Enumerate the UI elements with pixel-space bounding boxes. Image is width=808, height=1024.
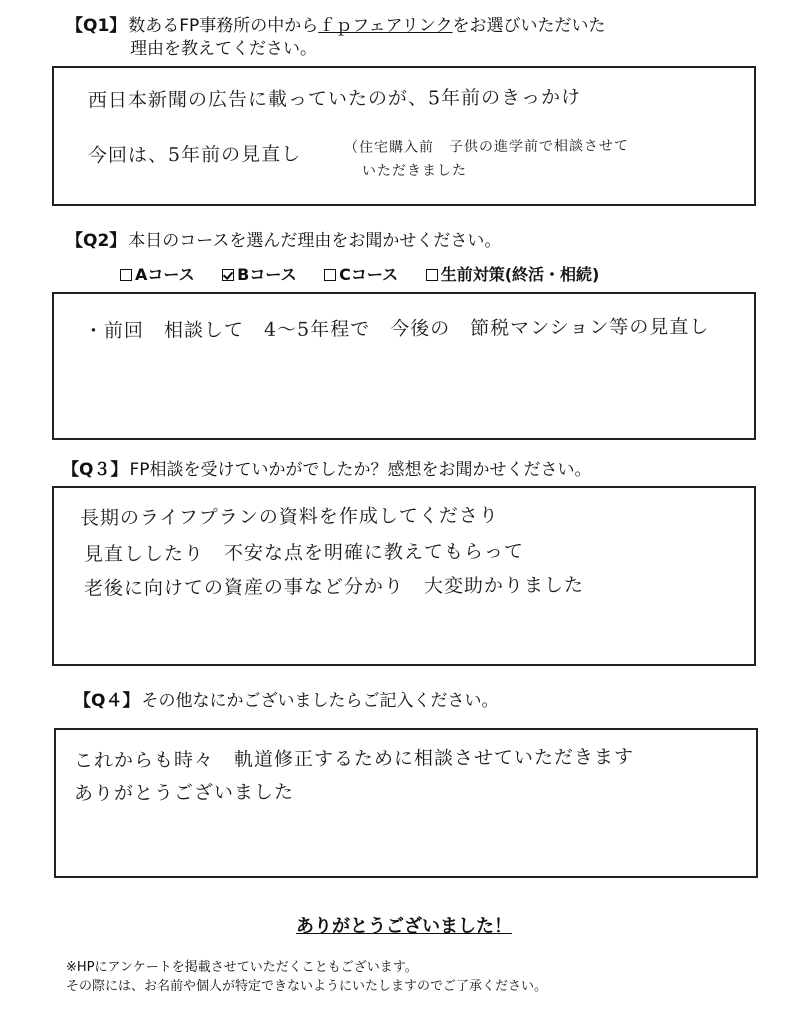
course-a-option[interactable] (120, 262, 195, 285)
q3-question (62, 459, 591, 481)
course-a-label: Aコース (135, 265, 195, 284)
course-lifetime-label: 生前対策(終活・相続) (440, 265, 600, 284)
q3-answer-line-2: 見直ししたり 不安な点を明確に教えてもらって (83, 540, 525, 566)
course-lifetime-checkbox[interactable] (426, 269, 438, 281)
publication-note-1: ※HPにアンケートを掲載させていただくこともございます。 (66, 960, 418, 975)
q3-answer-line-3: 老後に向けての資産の事など分かり 大変助かりました (83, 574, 585, 600)
q1-brand-name: ｆｐフェアリンク (318, 16, 453, 36)
thank-you-message: ありがとうございました！ (296, 916, 512, 937)
course-c-checkbox[interactable] (324, 269, 336, 281)
course-c-label: Cコース (339, 265, 399, 284)
course-b-label: Bコース (237, 265, 297, 284)
q2-answer-box (52, 292, 756, 440)
q3-answer-box (52, 486, 756, 666)
q1-answer-line-2: 今回は、5年前の見直し (87, 143, 302, 167)
q2-question (66, 230, 501, 252)
q4-question (74, 690, 498, 712)
q4-answer-line-1: これからも時々 軌道修正するために相談させていただきます (73, 746, 635, 772)
publication-note-2: その際には、お名前や個人が特定できないようにいたしますのでご了承ください。 (66, 979, 548, 994)
q2-answer-line-1: ・前回 相談して 4～5年程で 今後の 節税マンション等の見直し (83, 315, 710, 343)
q3-answer-line-1: 長期のライフプランの資料を作成してくださり (79, 504, 499, 530)
q4-answer-box (54, 728, 758, 878)
q1-answer-line-4: いただきました (361, 162, 468, 180)
q4-answer-line-2: ありがとうございました (73, 781, 295, 805)
q1-text-pre: 数あるFP事務所の中から (128, 16, 319, 36)
q3-number: 【Q３】 (62, 460, 128, 480)
course-a-checkbox[interactable] (120, 269, 132, 281)
q2-text: 本日のコースを選んだ理由をお聞かせください。 (128, 231, 502, 251)
course-c-option[interactable] (324, 262, 398, 285)
course-b-checkbox[interactable] (222, 269, 234, 281)
q1-text-post: をお選びいただいた (452, 16, 606, 36)
course-lifetime-option[interactable] (426, 262, 600, 285)
q1-question (66, 15, 605, 37)
q1-answer-line-3: （住宅購入前 子供の進学前で相談させて (343, 138, 630, 156)
q1-question-line2: 理由を教えてください。 (130, 39, 317, 59)
q4-number: 【Q４】 (74, 691, 140, 711)
q2-number: 【Q2】 (66, 231, 127, 251)
q3-text: FP相談を受けていかがでしたか？感想をお聞かせください。 (129, 460, 592, 480)
q4-text: その他なにかございましたらご記入ください。 (141, 691, 499, 711)
q1-answer-box (52, 66, 756, 206)
q1-answer-line-1: 西日本新聞の広告に載っていたのが、5年前のきっかけ (87, 86, 582, 112)
course-b-option[interactable] (222, 262, 296, 285)
course-options (120, 262, 621, 285)
q1-number: 【Q1】 (66, 16, 127, 36)
